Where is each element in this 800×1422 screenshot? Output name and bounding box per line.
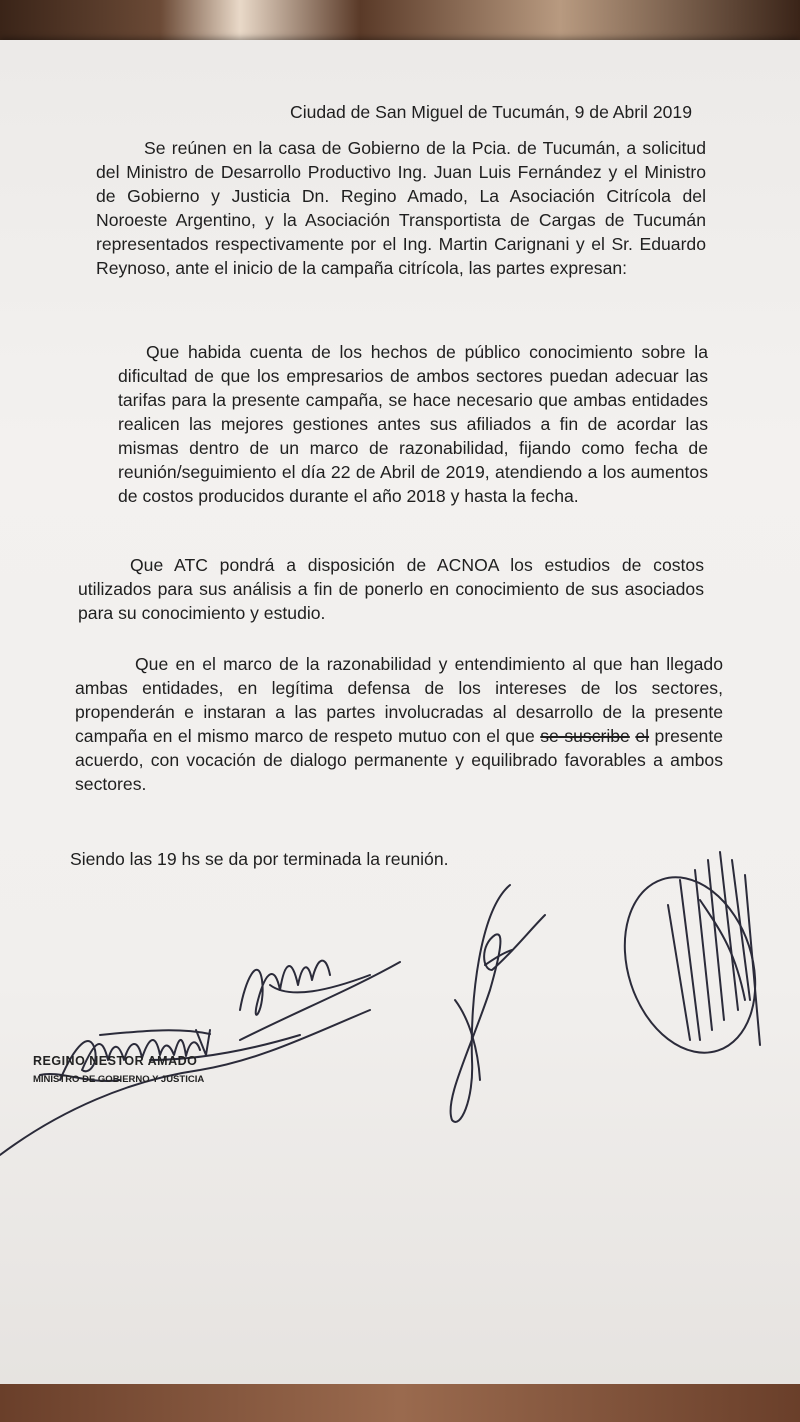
struck-text-suscribe: se suscribe — [540, 726, 630, 746]
paragraph-tariffs: Que habida cuenta de los hechos de público conocimiento sobre la dificultad de que los empresarios de ambos sectores puedan adecuar las tarifas para la presente campaña, se hace necesario que ambas entidades realicen las mejores gestiones antes sus afiliados a fin de acordar las mismas dentro de un marco de razonabilidad, fijando como fecha de reunión/seguimiento el día 22 de Abril de 2019, atendiendo a los aumentos de costos producidos durante el año 2018 y hasta la fecha. — [118, 342, 708, 506]
paragraph-intro: Se reúnen en la casa de Gobierno de la Pcia. de Tucumán, a solicitud del Ministro de Desarrollo Productivo Ing. Juan Luis Fernández y el Ministro de Gobierno y Justicia Dn. Regino Amado, La Asociación Citrícola del Noroeste Argentino, y la Asociación Transportista de Cargas de Tucumán representados respectivamente por el Ing. Martin Carignani y el Sr. Eduardo Reynoso, ante el inicio de la campaña citrícola, las partes expresan: — [96, 138, 706, 278]
signatory-role: MINISTRO DE GOBIERNO Y JUSTICIA — [33, 1074, 205, 1085]
paragraph-cost-studies: Que ATC pondrá a disposición de ACNOA los estudios de costos utilizados para sus análisis a fin de ponerlo en conocimiento de sus asociados para su conocimiento y estudio. — [78, 555, 704, 623]
paragraph-agreement-start: Que en el marco de la razonabilidad y entendimiento al que han llegado ambas entidades, en legítima defensa de los intereses de los sectores, propenderán e instaran a las partes involucradas al desarrollo de la presente campaña en el mismo marco de respeto mutuo con el que — [75, 654, 723, 746]
table-surface-bottom — [0, 1384, 800, 1422]
paragraph-agreement-end: presente acuerdo, con vocación de dialogo permanente y equilibrado favorables a ambos sectores. — [75, 726, 724, 794]
struck-text-el: el — [635, 726, 650, 746]
date-line: Ciudad de San Miguel de Tucumán, 9 de Abril 2019 — [290, 102, 692, 122]
closing-line: Siendo las 19 hs se da por terminada la reunión. — [70, 849, 449, 869]
signatory-name: REGINO NESTOR AMADO — [33, 1054, 198, 1068]
signature-fourth — [603, 852, 777, 1070]
signature-third — [451, 885, 545, 1122]
